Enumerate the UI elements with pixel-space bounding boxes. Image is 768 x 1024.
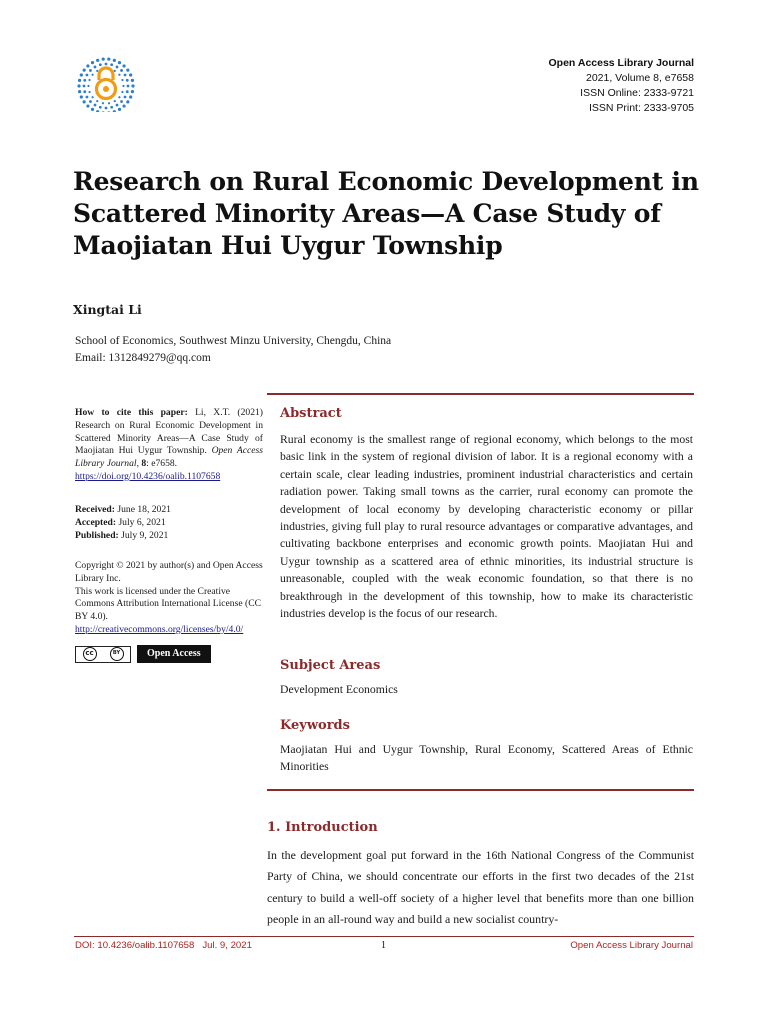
dates-block [75, 504, 263, 542]
abstract-top-rule [267, 393, 694, 395]
keywords-bottom-rule [267, 789, 694, 791]
affiliation-text: School of Economics, Southwest Minzu University, Chengdu, China [75, 335, 392, 347]
issn-print: ISSN Print: 2333-9705 [588, 102, 694, 114]
keywords-heading: Keywords [280, 718, 350, 733]
author-affiliation [75, 333, 391, 367]
cite-journal: Open Access Library Journal, [75, 445, 263, 470]
journal-name: Open Access Library Journal [548, 57, 694, 69]
journal-logo-icon [76, 56, 136, 112]
cc-by-badge[interactable] [75, 646, 131, 663]
author-email: Email: 1312849279@qq.com [75, 352, 211, 364]
abstract-heading: Abstract [280, 406, 342, 421]
footer-rule [74, 936, 694, 937]
subject-areas-heading: Subject Areas [280, 658, 381, 673]
open-access-badge[interactable]: Open Access [137, 645, 211, 663]
received-label: Received: [75, 504, 115, 515]
footer-date: Jul. 9, 2021 [202, 940, 252, 951]
license-badges [75, 645, 211, 663]
footer-doi [75, 940, 252, 951]
cite-label: How to cite this paper: [75, 407, 188, 418]
journal-header [549, 56, 695, 116]
received-date: June 18, 2021 [117, 504, 171, 515]
accepted-date: July 6, 2021 [118, 516, 166, 528]
license-link[interactable]: http://creativecommons.org/licenses/by/4.0/ [75, 623, 244, 635]
copyright-text: Copyright © 2021 by author(s) and Open Access Library Inc. [75, 560, 263, 584]
paper-title: Research on Rural Economic Development in Scattered Minority Areas—A Case Study of Maojiatan Hui Uygur Township [73, 167, 699, 260]
abstract-text: Rural economy is the smallest range of regional economy, which belongs to the most basic link in the system of regional division of labor. It is a regional economy with a certain scale, clear leading industries, prominent industrial characteristics and certain radiation power. Taking small towns as the carrier, rural economy can promote the development of local economy by developing characteristic economy or pillar industries, giving full play to rural resource advantages or comparative advantages, and cultivating backbone enterprises and economic growth points. Maojiatan Hui and Uygur township as a scattered area of ethnic minorities, its industrial structure is unreasonable, coupled with the weak economic foundation, so that there is no breakthrough in the development of this township, how to make its characteristic industries develop is the focus of our research. [280, 433, 693, 621]
accepted-row [75, 517, 263, 530]
cite-volume: 8 [141, 458, 147, 470]
cite-text: Li, X.T. (2021) Research on Rural Economic Development in Scattered Minority Areas—A Case Study of Maojiatan Hui Uygur Township. [75, 407, 263, 457]
keywords-text: Maojiatan Hui and Uygur Township, Rural Economy, Scattered Areas of Ethnic Minorities [280, 743, 693, 774]
cite-end: : e7658. [146, 458, 178, 470]
issn-online: ISSN Online: 2333-9721 [580, 87, 694, 99]
published-row [75, 530, 263, 543]
received-row [75, 504, 263, 517]
footer-journal: Open Access Library Journal [570, 940, 693, 951]
introduction-text: In the development goal put forward in the 16th National Congress of the Communist Party of China, we should concentrate our efforts in the first two decades of the 21st century to build a well-off society of a higher level that benefits more than one billion people in an all-round way and build a new socialist country- [267, 848, 694, 927]
accepted-label: Accepted: [75, 516, 117, 528]
page-number: 1 [381, 940, 386, 951]
subject-areas-text: Development Economics [280, 683, 398, 696]
footer-doi-text: DOI: 10.4236/oalib.1107658 [75, 940, 195, 951]
cc-icon: cc [83, 647, 97, 661]
license-text: This work is licensed under the Creative Commons Attribution International License (CC BY 4.0). [75, 585, 261, 623]
author-name: Xingtai Li [73, 302, 142, 317]
doi-link[interactable]: https://doi.org/10.4236/oalib.1107658 [75, 470, 221, 482]
citation-block [75, 407, 263, 484]
published-date: July 9, 2021 [121, 529, 169, 541]
published-label: Published: [75, 529, 119, 541]
license-block [75, 560, 263, 637]
journal-volume: 2021, Volume 8, e7658 [585, 72, 694, 84]
introduction-heading: 1. Introduction [267, 820, 378, 835]
by-icon: BY [110, 647, 124, 661]
